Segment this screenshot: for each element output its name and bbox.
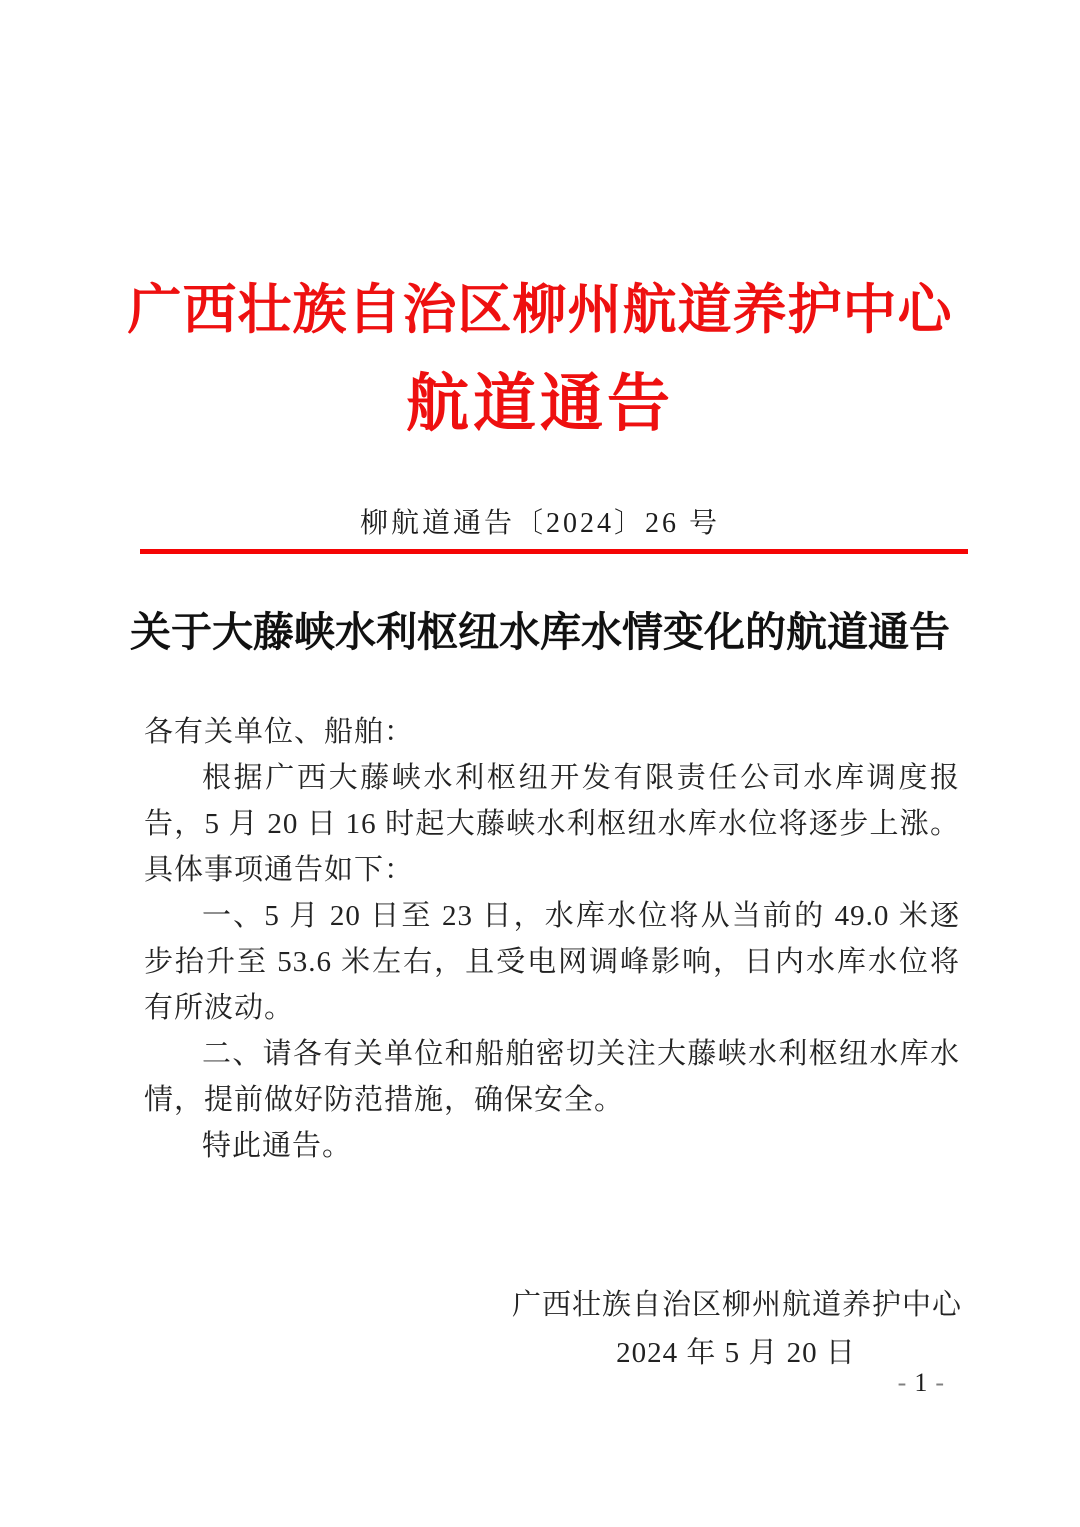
page-number-dash-right: -: [935, 1368, 944, 1397]
red-divider-rule: [140, 549, 968, 554]
body-text: [144, 709, 960, 1169]
page-number-dash-left: -: [897, 1368, 907, 1397]
signature-org: 广西壮族自治区柳州航道养护中心: [512, 1289, 963, 1321]
page-number-value: 1: [914, 1368, 928, 1397]
subject-heading: 关于大藤峡水利枢纽水库水情变化的航道通告: [130, 609, 950, 655]
salutation: 各有关单位、船舶：: [144, 716, 415, 748]
letterhead-title-line1: 广西壮族自治区柳州航道养护中心: [127, 280, 953, 340]
paragraph-item-2: 二、请各有关单位和船舶密切关注大藤峡水利枢纽水库水情，提前做好防范措施，确保安全。: [144, 1038, 960, 1116]
doc-number: 柳航道通告〔2024〕26 号: [359, 508, 720, 539]
letterhead-title-line2: 航道通告: [406, 369, 674, 439]
signature-date: 2024 年 5 月 20 日: [616, 1337, 856, 1369]
paragraph-item-1: 一、5 月 20 日至 23 日，水库水位将从当前的 49.0 米逐步抬升至 53.6 米左右，且受电网调峰影响，日内水库水位将有所波动。: [144, 900, 960, 1024]
signature-block: [512, 1281, 963, 1377]
closing-line: 特此通告。: [202, 1130, 353, 1162]
page-number: [890, 1368, 952, 1398]
paragraph-intro: 根据广西大藤峡水利枢纽开发有限责任公司水库调度报告，5 月 20 日 16 时起大藤峡水利枢纽水库水位将逐步上涨。具体事项通告如下：: [144, 762, 960, 886]
